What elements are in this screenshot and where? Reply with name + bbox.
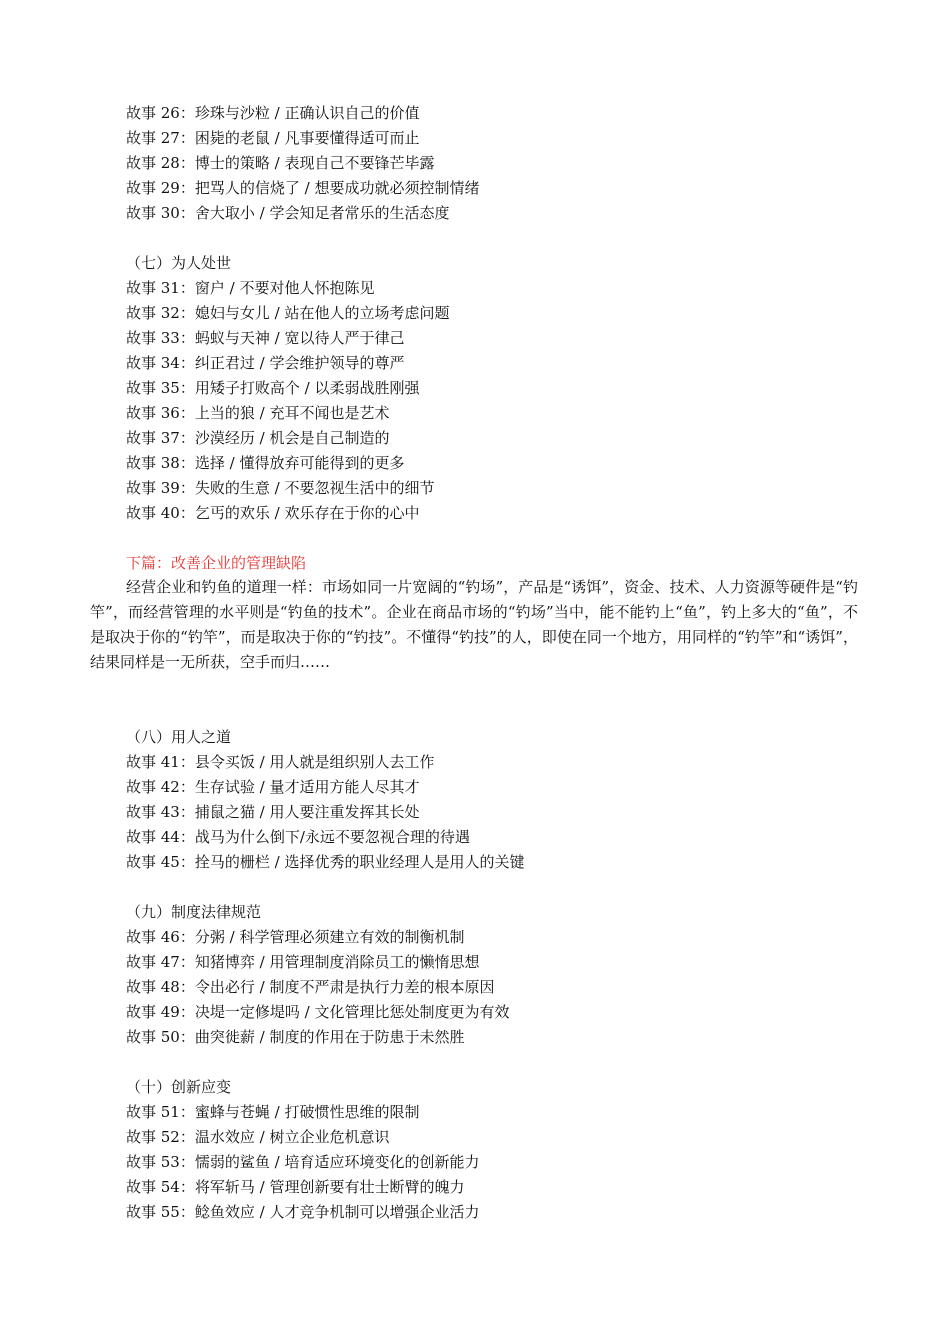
story-entry: 故事 29：把骂人的信烧了 / 想要成功就必须控制情绪 <box>126 179 480 197</box>
story-entry: 故事 35：用矮子打败高个 / 以柔弱战胜刚强 <box>126 379 420 397</box>
story-entry: 故事 33：蚂蚁与天神 / 宽以待人严于律己 <box>126 329 405 347</box>
section-title: （十）创新应变 <box>126 1078 232 1096</box>
story-entry: 故事 47：知猪博弈 / 用管理制度消除员工的懒惰思想 <box>126 953 480 971</box>
story-entry: 故事 30：舍大取小 / 学会知足者常乐的生活态度 <box>126 204 450 222</box>
story-entry: 故事 39：失败的生意 / 不要忽视生活中的细节 <box>126 479 435 497</box>
section-title: （九）制度法律规范 <box>126 903 262 921</box>
story-entry: 故事 31：窗户 / 不要对他人怀抱陈见 <box>126 279 375 297</box>
story-entry: 故事 43：捕鼠之猫 / 用人要注重发挥其长处 <box>126 803 420 821</box>
story-entry: 故事 50：曲突徙薪 / 制度的作用在于防患于未然胜 <box>126 1028 465 1046</box>
story-entry: 故事 55：鲶鱼效应 / 人才竞争机制可以增强企业活力 <box>126 1203 480 1221</box>
story-entry: 故事 36：上当的狼 / 充耳不闻也是艺术 <box>126 404 390 422</box>
story-entry: 故事 45：拴马的栅栏 / 选择优秀的职业经理人是用人的关键 <box>126 853 525 871</box>
story-entry: 故事 32：媳妇与女儿 / 站在他人的立场考虑问题 <box>126 304 450 322</box>
story-entry: 故事 40：乞丐的欢乐 / 欢乐存在于你的心中 <box>126 504 420 522</box>
story-entry: 故事 48：令出必行 / 制度不严肃是执行力差的根本原因 <box>126 978 495 996</box>
story-entry: 故事 46：分粥 / 科学管理必须建立有效的制衡机制 <box>126 928 465 946</box>
section-title: （七）为人处世 <box>126 254 232 272</box>
story-entry: 故事 27：困毙的老鼠 / 凡事要懂得适可而止 <box>126 129 420 147</box>
story-entry: 故事 28：博士的策略 / 表现自己不要锋芒毕露 <box>126 154 435 172</box>
story-entry: 故事 51：蜜蜂与苍蝇 / 打破惯性思维的限制 <box>126 1103 420 1121</box>
section-title: （八）用人之道 <box>126 728 232 746</box>
story-entry: 故事 38：选择 / 懂得放弃可能得到的更多 <box>126 454 405 472</box>
story-entry: 故事 42：生存试验 / 量才适用方能人尽其才 <box>126 778 420 796</box>
story-entry: 故事 34：纠正君过 / 学会维护领导的尊严 <box>126 354 405 372</box>
story-entry: 故事 41：县令买饭 / 用人就是组织别人去工作 <box>126 753 435 771</box>
story-entry: 故事 44：战马为什么倒下/永远不要忽视合理的待遇 <box>126 828 470 846</box>
story-entry: 故事 37：沙漠经历 / 机会是自己制造的 <box>126 429 390 447</box>
story-entry: 故事 54：将军斩马 / 管理创新要有壮士断臂的魄力 <box>126 1178 465 1196</box>
story-entry: 故事 26：珍珠与沙粒 / 正确认识自己的价值 <box>126 104 420 122</box>
story-entry: 故事 49：决堤一定修堤吗 / 文化管理比惩处制度更为有效 <box>126 1003 510 1021</box>
part-heading: 下篇：改善企业的管理缺陷 <box>126 554 307 572</box>
story-entry: 故事 53：懦弱的鲨鱼 / 培育适应环境变化的创新能力 <box>126 1153 480 1171</box>
story-entry: 故事 52：温水效应 / 树立企业危机意识 <box>126 1128 390 1146</box>
intro-paragraph: 经营企业和钓鱼的道理一样：市场如同一片宽阔的“钓场”，产品是“诱饵”，资金、技术、人力资源等硬件是“钓竿”，而经营管理的水平则是“钓鱼的技术”。企业在商品市场的“钓场”当中，能不能钓上“鱼”，钓上多大的“鱼”，不是取决于你的“钓竿”，而是取决于你的“钓技”。不懂得“钓技”的人，即使在同一个地方，用同样的“钓竿”和“诱饵”，结果同样是一无所获，空手而归…… <box>90 578 858 671</box>
